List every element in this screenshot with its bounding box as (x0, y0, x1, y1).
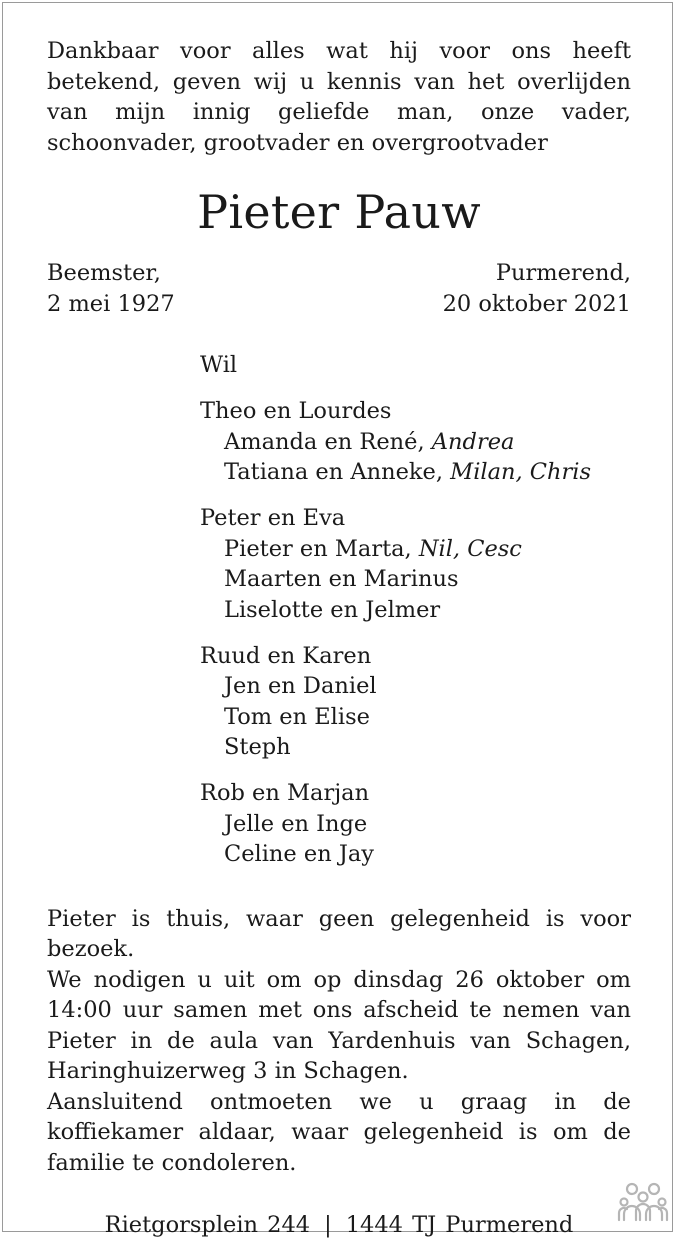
intro-line: betekend, geven wij u kennis van het overlijden (47, 68, 631, 95)
intro-line: Dankbaar voor alles wat hij voor ons heeft (47, 38, 631, 64)
deceased-name: Pieter Pauw (197, 185, 481, 239)
notice-line: koffiekamer aldaar, waar gelegenheid is om de (47, 1119, 631, 1145)
family-group (200, 396, 631, 488)
member-names: Tom en Elise (224, 703, 370, 730)
family-member (200, 457, 631, 488)
family-group-icon (617, 1180, 669, 1222)
family-member (200, 564, 631, 595)
family-member (200, 534, 631, 565)
member-names: Amanda en René, (224, 428, 432, 455)
address-separator: | (324, 1212, 332, 1238)
family-member (200, 732, 631, 763)
member-children: Andrea (431, 428, 515, 455)
family-group (200, 641, 631, 763)
death-info (443, 258, 631, 319)
notice-line: Aansluitend ontmoeten we u graag in de (47, 1088, 631, 1115)
death-place: Purmerend, (495, 260, 631, 286)
member-children: Milan, Chris (450, 459, 592, 485)
funeral-notice (47, 904, 631, 1179)
member-children: Nil, Cesc (418, 535, 522, 562)
notice-line: We nodigen u uit om op dinsdag 26 oktober om (47, 966, 631, 993)
death-date: 20 oktober 2021 (442, 290, 631, 317)
family-group (200, 778, 631, 870)
family-list (200, 350, 631, 870)
family-head: Peter en Eva (200, 505, 346, 531)
intro-text (47, 36, 631, 158)
notice-line: Pieter is thuis, waar geen gelegenheid is voor bezoek. (47, 905, 631, 962)
address-street: Rietgorsplein 244 (104, 1212, 311, 1238)
family-member (200, 427, 631, 458)
member-names: Steph (224, 734, 291, 760)
intro-line: van mijn innig geliefde man, onze vader, (47, 99, 631, 125)
member-names: Pieter en Marta, (224, 535, 419, 562)
family-member (200, 671, 631, 702)
birth-info (47, 258, 175, 319)
notice-line: familie te condoleren. (47, 1149, 297, 1176)
notice-line: 14:00 uur samen met ons afscheid te nemen van (47, 997, 631, 1023)
life-dates (47, 258, 631, 319)
family-head: Theo en Lourdes (200, 398, 392, 424)
member-names: Liselotte en Jelmer (224, 596, 441, 623)
obituary-notice (47, 36, 631, 1241)
notice-line: Haringhuizerweg 3 in Schagen. (47, 1058, 409, 1084)
address-city: 1444 TJ Purmerend (345, 1212, 574, 1238)
member-names: Jen en Daniel (224, 673, 377, 699)
family-head: Rob en Marjan (200, 780, 370, 806)
intro-line: schoonvader, grootvader en overgrootvader (47, 129, 548, 156)
member-names: Jelle en Inge (224, 810, 368, 837)
member-names: Celine en Jay (224, 841, 374, 867)
family-member (200, 809, 631, 840)
family-member (200, 702, 631, 733)
notice-line: Pieter in de aula van Yardenhuis van Schagen, (47, 1027, 631, 1054)
family-member (200, 839, 631, 870)
birth-date: 2 mei 1927 (47, 290, 175, 317)
family-head: Ruud en Karen (200, 642, 372, 669)
spouse-name: Wil (200, 352, 238, 378)
member-names: Tatiana en Anneke, (224, 459, 451, 485)
family-member (200, 595, 631, 626)
member-names: Maarten en Marinus (224, 566, 459, 592)
family-group (200, 350, 631, 381)
birth-place: Beemster, (47, 260, 161, 286)
family-group (200, 503, 631, 625)
